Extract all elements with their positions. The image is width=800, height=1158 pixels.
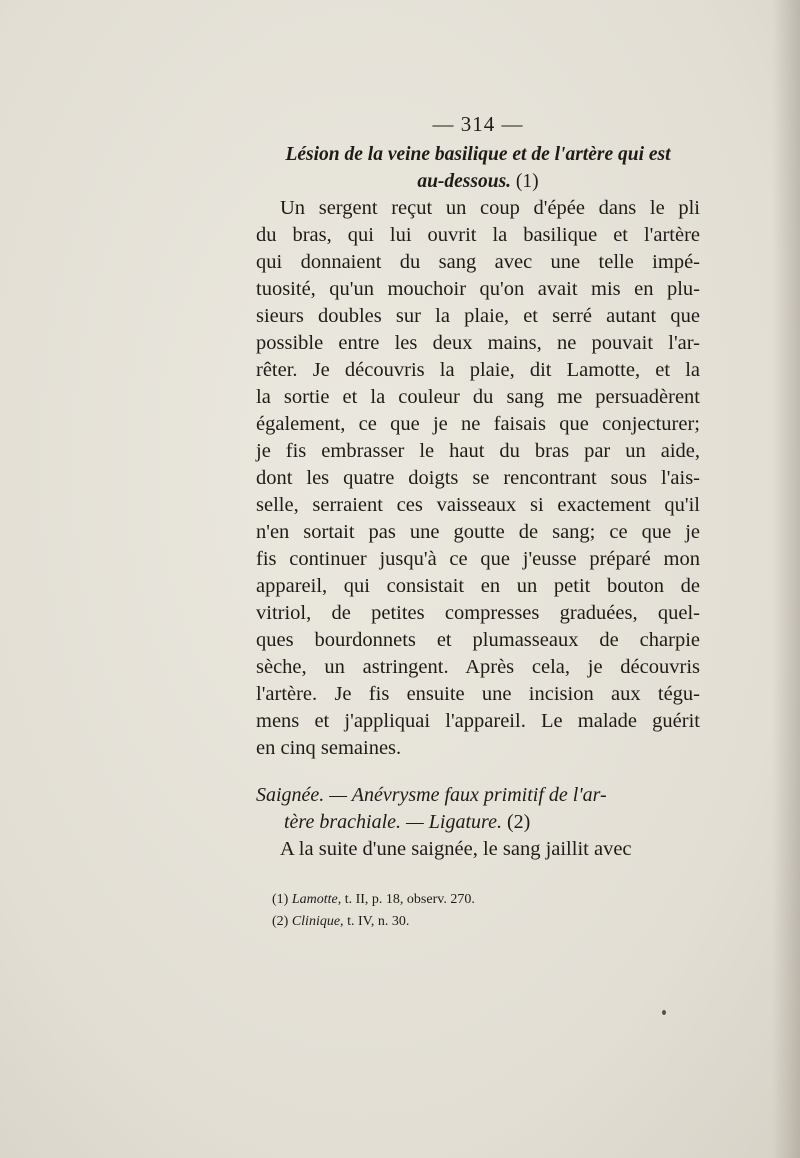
section-heading-1-line2: au-dessous. [417,171,512,192]
page-number: — 314 — [432,112,524,136]
text-line: ques bourdonnets et plumasseaux de charpie [256,629,700,651]
section-heading-2 [256,782,700,836]
section-heading-2-line1: Saignée. — Anévrysme faux primitif de l'ar- [256,784,607,806]
text-line: selle, serraient ces vaisseaux si exactement qu'il [256,494,700,516]
text-line: dont les quatre doigts se rencontrant sous l'ais- [256,467,700,489]
text-line: l'artère. Je fis ensuite une incision aux tégu- [256,683,700,705]
text-line: appareil, qui consistait en un petit bouton de [256,575,700,597]
text-line: A la suite d'une saignée, le sang jaillit avec [280,838,632,860]
text-line: n'en sortait pas une goutte de sang; ce que je [256,521,700,543]
section-heading-1-line1: Lésion de la veine basilique et de l'artère qui est [285,144,671,165]
footnote-ref-2: (2) [506,811,531,833]
footnote-2-detail: t. IV, n. 30. [347,914,410,929]
text-line: du bras, qui lui ouvrit la basilique et l'artère [256,224,700,246]
section-heading-1 [256,141,700,195]
text-line: tuosité, qu'un mouchoir qu'on avait mis en plu- [256,278,700,300]
text-line: vitriol, de petites compresses graduées, quel- [256,602,700,624]
text-line: qui donnaient du sang avec une telle impé- [256,251,700,273]
binding-shadow [772,0,800,1158]
text-line: possible entre les deux mains, ne pouvait l'ar- [256,332,700,354]
text-line: je fis embrasser le haut du bras par un aide, [256,440,700,462]
footnote-ref-1: (1) [515,171,539,192]
footnote-2-marker: (2) [272,914,289,929]
text-line: également, ce que je ne faisais que conjecturer; [256,413,700,435]
footnote-1 [272,889,700,911]
text-line: fis continuer jusqu'à ce que j'eusse préparé mon [256,548,700,570]
text-line: la sortie et la couleur du sang me persuadèrent [256,386,700,408]
text-line: sèche, un astringent. Après cela, je découvris [256,656,700,678]
text-line: rêter. Je découvris la plaie, dit Lamotte, et la [256,359,700,381]
text-line: en cinq semaines. [256,737,402,759]
page-content [256,112,700,933]
paper-speck [662,1010,666,1015]
text-line: sieurs doubles sur la plaie, et serré autant que [256,305,700,327]
paragraph-1 [256,195,700,762]
footnote-2 [272,911,700,933]
footnotes [256,889,700,933]
footnote-2-source: Clinique, [291,914,344,929]
text-line: Un sergent reçut un coup d'épée dans le pli [280,197,700,219]
footnote-1-source: Lamotte, [291,892,342,907]
paragraph-2 [256,836,700,863]
section-heading-2-line2: tère brachiale. — Ligature. [284,811,502,833]
footnote-1-detail: t. II, p. 18, observ. 270. [344,892,475,907]
text-line: mens et j'appliquai l'appareil. Le malade guérit [256,710,700,732]
footnote-1-marker: (1) [272,892,289,907]
